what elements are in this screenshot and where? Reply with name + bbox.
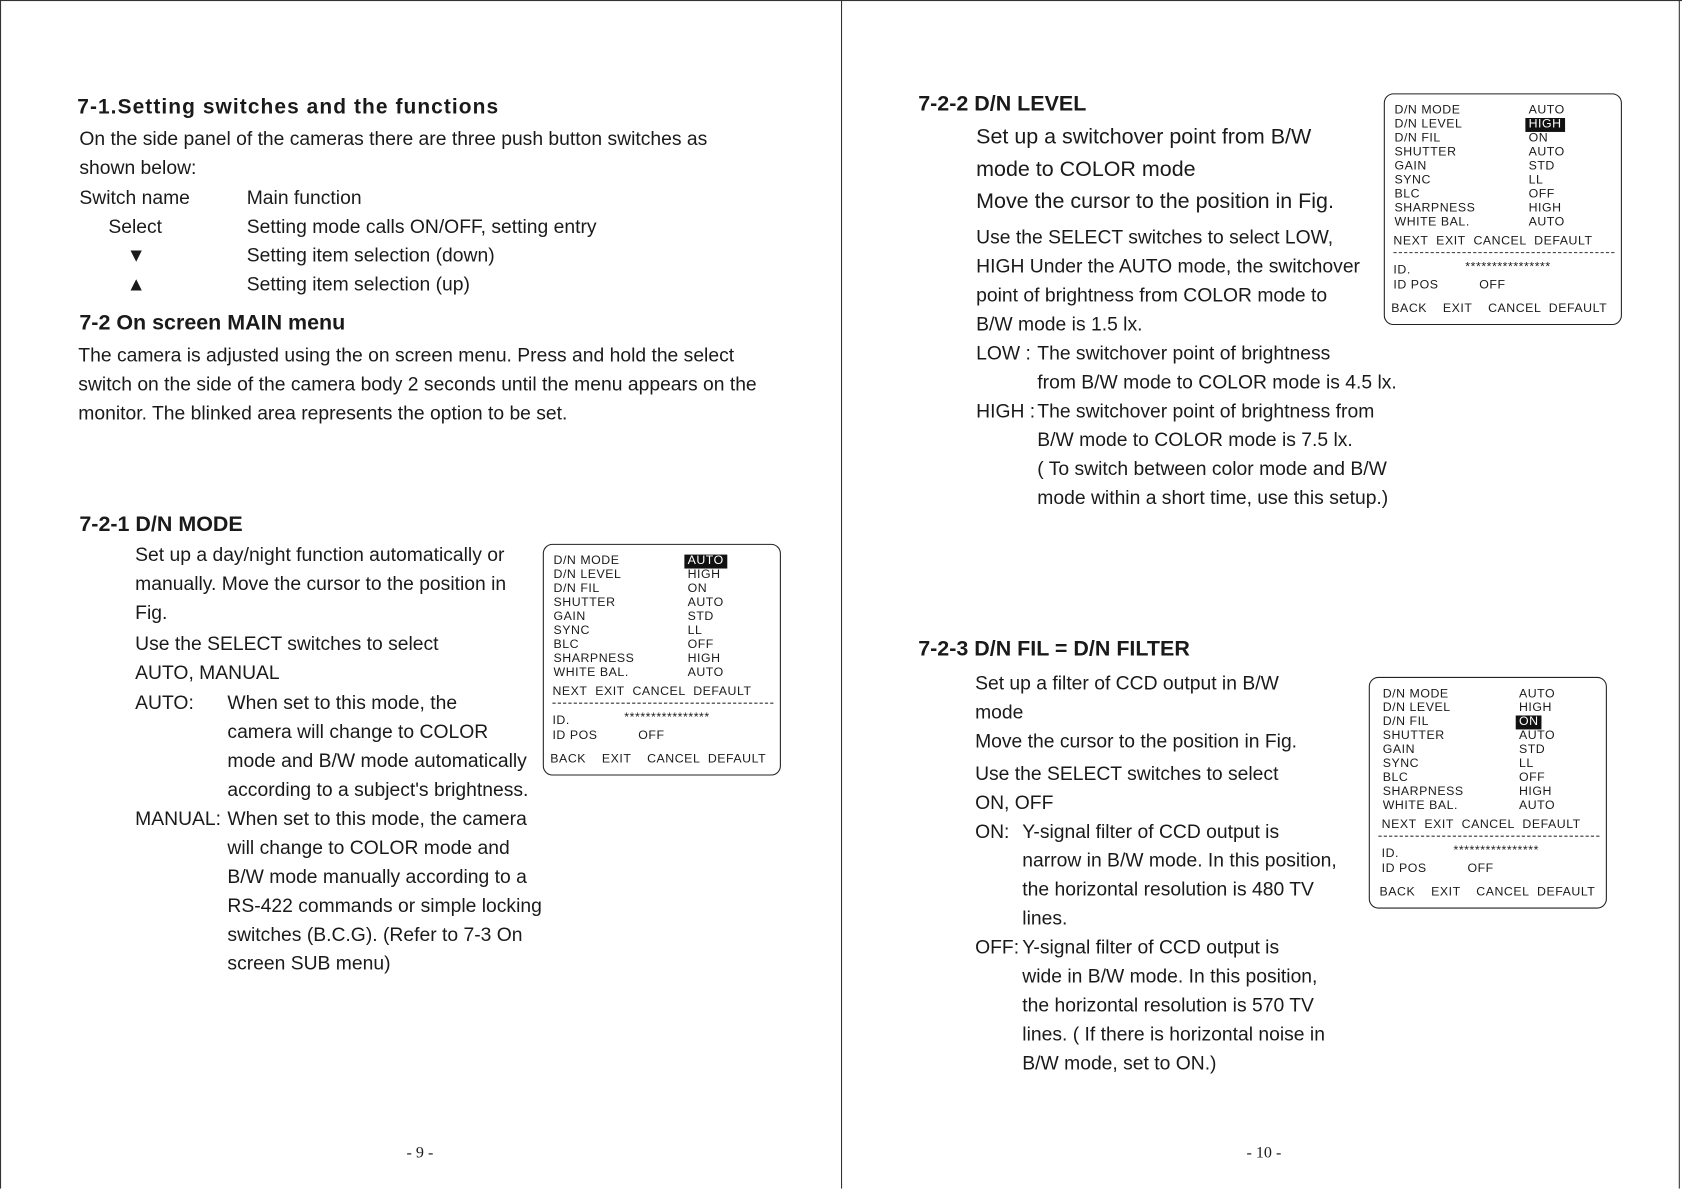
menu-item-label: BLC: [1382, 771, 1409, 785]
menu-item-value: AUTO: [1528, 145, 1565, 159]
text-line: ( To switch between color mode and B/W: [1037, 458, 1387, 480]
menu-item-label: SHUTTER: [553, 596, 616, 610]
menu-item-label: GAIN: [1382, 743, 1416, 757]
menu-item-label: WHITE BAL.: [1382, 799, 1459, 813]
text-line: manually. Move the cursor to the position in: [135, 572, 507, 595]
menu-item-value-selected: AUTO: [684, 555, 727, 569]
menu-item-label: SHARPNESS: [1394, 201, 1476, 215]
text-line: Use the SELECT switches to select LOW,: [976, 226, 1334, 248]
intro-line: shown below:: [79, 156, 197, 179]
menu-item-label: SHUTTER: [1382, 729, 1445, 743]
menu-item-label: D/N FIL: [553, 582, 600, 596]
page-number: - 9 -: [406, 1144, 434, 1162]
menu-item-label: SYNC: [553, 624, 590, 638]
menu-item-value: AUTO: [1528, 104, 1565, 117]
menu-item-value: HIGH: [1518, 785, 1552, 799]
text-line: will change to COLOR mode and: [227, 836, 510, 859]
text-line: Y-signal filter of CCD output is: [1022, 936, 1280, 958]
menu-item-value: OFF: [687, 638, 714, 652]
section-heading-7-1: 7-1.Setting switches and the functions: [77, 95, 500, 120]
text-line: switches (B.C.G). (Refer to 7-3 On: [227, 923, 523, 946]
menu-item-value-selected: ON: [1516, 715, 1542, 729]
section-heading-7-2-3: 7-2-3 D/N FIL = D/N FILTER: [918, 637, 1190, 661]
text-line: mode within a short time, use this setup.): [1037, 487, 1389, 509]
menu-item-value: AUTO: [687, 666, 724, 680]
text-line: The switchover point of brightness from: [1037, 400, 1375, 422]
text-line: mode: [975, 701, 1024, 723]
menu-item-value: AUTO: [1528, 215, 1565, 229]
manual-label: MANUAL:: [135, 807, 221, 830]
menu-item-label: SHARPNESS: [553, 652, 635, 666]
menu-id-value: ****************: [1465, 260, 1551, 274]
text-line: Move the cursor to the position in Fig.: [976, 189, 1334, 214]
menu-item-value: STD: [1518, 743, 1546, 757]
osd-menu-dn-mode: [543, 544, 781, 776]
menu-item-value: AUTO: [1518, 799, 1556, 813]
text-line: switch on the side of the camera body 2 seconds until the menu appears on the: [78, 373, 757, 395]
menu-idpos-value: OFF: [1479, 278, 1506, 292]
text-line: wide in B/W mode. In this position,: [1022, 965, 1318, 987]
text-line: mode and B/W mode automatically: [227, 749, 527, 772]
menu-item-label: D/N FIL: [1382, 715, 1429, 729]
text-line: AUTO, MANUAL: [135, 661, 280, 684]
menu-item-value: AUTO: [687, 596, 724, 610]
menu-item-value: LL: [687, 624, 703, 638]
text-line: from B/W mode to COLOR mode is 4.5 lx.: [1037, 371, 1397, 393]
off-label: OFF:: [975, 936, 1020, 958]
left-border: [0, 0, 1, 1189]
high-label: HIGH :: [976, 400, 1036, 422]
menu-item-label: WHITE BAL.: [553, 666, 629, 680]
menu-item-value: OFF: [1528, 187, 1555, 201]
text-line: B/W mode, set to ON.): [1022, 1052, 1217, 1074]
menu-item-label: D/N LEVEL: [1394, 117, 1463, 131]
text-line: The camera is adjusted using the on screen menu. Press and hold the select: [78, 344, 735, 366]
menu-idpos-value: OFF: [1467, 862, 1494, 876]
text-line: Y-signal filter of CCD output is: [1022, 820, 1280, 843]
menu-item-value: HIGH: [1518, 701, 1552, 715]
switch-function: Setting mode calls ON/OFF, setting entry: [246, 215, 597, 238]
text-line: camera will change to COLOR: [227, 720, 489, 743]
menu-nav-options: NEXT EXIT CANCEL DEFAULT: [1381, 818, 1581, 832]
osd-menu-dn-fil: [1369, 677, 1607, 909]
text-line: lines.: [1022, 907, 1068, 929]
intro-line: On the side panel of the cameras there are three push button switches as: [79, 127, 708, 150]
menu-item-label: D/N MODE: [1382, 687, 1449, 701]
menu-item-value: HIGH: [1528, 201, 1562, 215]
menu-divider: [552, 703, 773, 704]
text-line: screen SUB menu): [227, 952, 391, 975]
text-line: Set up a day/night function automatically or: [135, 543, 505, 566]
menu-id-label: ID.: [1393, 263, 1411, 277]
switch-name: Select: [108, 215, 163, 238]
menu-item-label: SYNC: [1382, 757, 1420, 771]
menu-item-label: GAIN: [1394, 159, 1427, 173]
menu-item-value: OFF: [1518, 771, 1546, 785]
text-line: lines. ( If there is horizontal noise in: [1022, 1023, 1325, 1045]
low-label: LOW :: [976, 342, 1031, 364]
menu-item-label: D/N LEVEL: [553, 568, 622, 582]
menu-id-label: ID.: [1381, 847, 1400, 861]
menu-footer-options: BACK EXIT CANCEL DEFAULT: [1379, 886, 1596, 899]
menu-item-value: STD: [687, 610, 714, 624]
menu-id-label: ID.: [552, 714, 570, 728]
menu-divider: [1393, 252, 1614, 253]
menu-item-label: SHUTTER: [1394, 145, 1457, 159]
text-line: Fig.: [135, 601, 168, 624]
section-heading-7-2-1: 7-2-1 D/N MODE: [79, 512, 243, 537]
text-line: Set up a switchover point from B/W: [976, 125, 1312, 150]
menu-item-label: BLC: [1394, 187, 1421, 201]
switch-function: Setting item selection (up): [246, 273, 470, 295]
text-line: Use the SELECT switches to select: [975, 762, 1279, 785]
menu-item-value: AUTO: [1518, 729, 1556, 743]
switch-function: Setting item selection (down): [246, 244, 495, 267]
text-line: B/W mode is 1.5 lx.: [976, 313, 1143, 335]
menu-item-label: WHITE BAL.: [1394, 215, 1470, 229]
section-heading-7-2-2: 7-2-2 D/N LEVEL: [918, 92, 1087, 116]
section-heading-7-2: 7-2 On screen MAIN menu: [79, 311, 346, 335]
menu-item-label: D/N MODE: [1394, 104, 1461, 117]
text-line: B/W mode manually according to a: [227, 865, 527, 888]
menu-nav-options: NEXT EXIT CANCEL DEFAULT: [552, 685, 752, 699]
text-line: Set up a filter of CCD output in B/W: [975, 672, 1279, 695]
menu-nav-options: NEXT EXIT CANCEL DEFAULT: [1393, 234, 1593, 248]
menu-item-value: ON: [1528, 131, 1549, 145]
menu-item-value-selected: HIGH: [1525, 118, 1564, 132]
menu-item-label: D/N FIL: [1394, 131, 1441, 145]
text-line: The switchover point of brightness: [1037, 342, 1331, 364]
menu-idpos-label: ID POS: [552, 729, 598, 743]
text-line: the horizontal resolution is 480 TV: [1022, 878, 1314, 900]
menu-item-label: SHARPNESS: [1382, 785, 1464, 799]
auto-label: AUTO:: [135, 691, 194, 714]
up-arrow-icon: ▲: [126, 273, 146, 295]
menu-item-value: AUTO: [1518, 687, 1556, 701]
menu-idpos-label: ID POS: [1381, 862, 1427, 876]
text-line: according to a subject's brightness.: [227, 778, 529, 801]
menu-idpos-value: OFF: [638, 729, 665, 743]
menu-divider: [1378, 836, 1599, 837]
menu-item-value: LL: [1528, 173, 1544, 187]
down-arrow-icon: ▼: [126, 244, 146, 267]
menu-footer-options: BACK EXIT CANCEL DEFAULT: [1391, 302, 1608, 316]
text-line: mode to COLOR mode: [976, 157, 1196, 182]
table-header: Switch name: [79, 186, 190, 209]
text-line: HIGH Under the AUTO mode, the switchover: [976, 255, 1360, 277]
text-line: narrow in B/W mode. In this position,: [1022, 849, 1337, 872]
text-line: monitor. The blinked area represents the option to be set.: [78, 402, 568, 424]
menu-item-label: SYNC: [1394, 173, 1431, 187]
text-line: ON, OFF: [975, 791, 1054, 814]
text-line: When set to this mode, the: [227, 691, 458, 714]
menu-item-label: D/N LEVEL: [1382, 701, 1451, 715]
menu-idpos-label: ID POS: [1393, 278, 1439, 292]
menu-id-value: ****************: [1453, 844, 1539, 858]
menu-item-value: HIGH: [687, 652, 721, 666]
text-line: Use the SELECT switches to select: [135, 632, 439, 655]
right-border: [1679, 0, 1680, 1189]
text-line: When set to this mode, the camera: [227, 807, 527, 830]
text-line: the horizontal resolution is 570 TV: [1022, 994, 1314, 1016]
osd-menu-dn-level: [1384, 93, 1622, 325]
menu-item-value: STD: [1528, 159, 1555, 173]
menu-footer-options: BACK EXIT CANCEL DEFAULT: [550, 753, 767, 766]
text-line: point of brightness from COLOR mode to: [976, 284, 1328, 306]
menu-id-value: ****************: [624, 711, 710, 725]
menu-item-value: ON: [687, 582, 708, 596]
text-line: RS-422 commands or simple locking: [227, 894, 542, 917]
text-line: Move the cursor to the position in Fig.: [975, 730, 1298, 752]
menu-item-label: BLC: [553, 638, 580, 652]
text-line: B/W mode to COLOR mode is 7.5 lx.: [1037, 429, 1353, 451]
table-header: Main function: [246, 186, 362, 209]
menu-item-value: LL: [1518, 757, 1534, 771]
menu-item-label: GAIN: [553, 610, 586, 624]
menu-item-value: HIGH: [687, 568, 721, 582]
on-label: ON:: [975, 820, 1010, 843]
page-divider: [841, 0, 842, 1189]
menu-item-label: D/N MODE: [553, 554, 620, 568]
page-number: - 10 -: [1246, 1144, 1282, 1162]
